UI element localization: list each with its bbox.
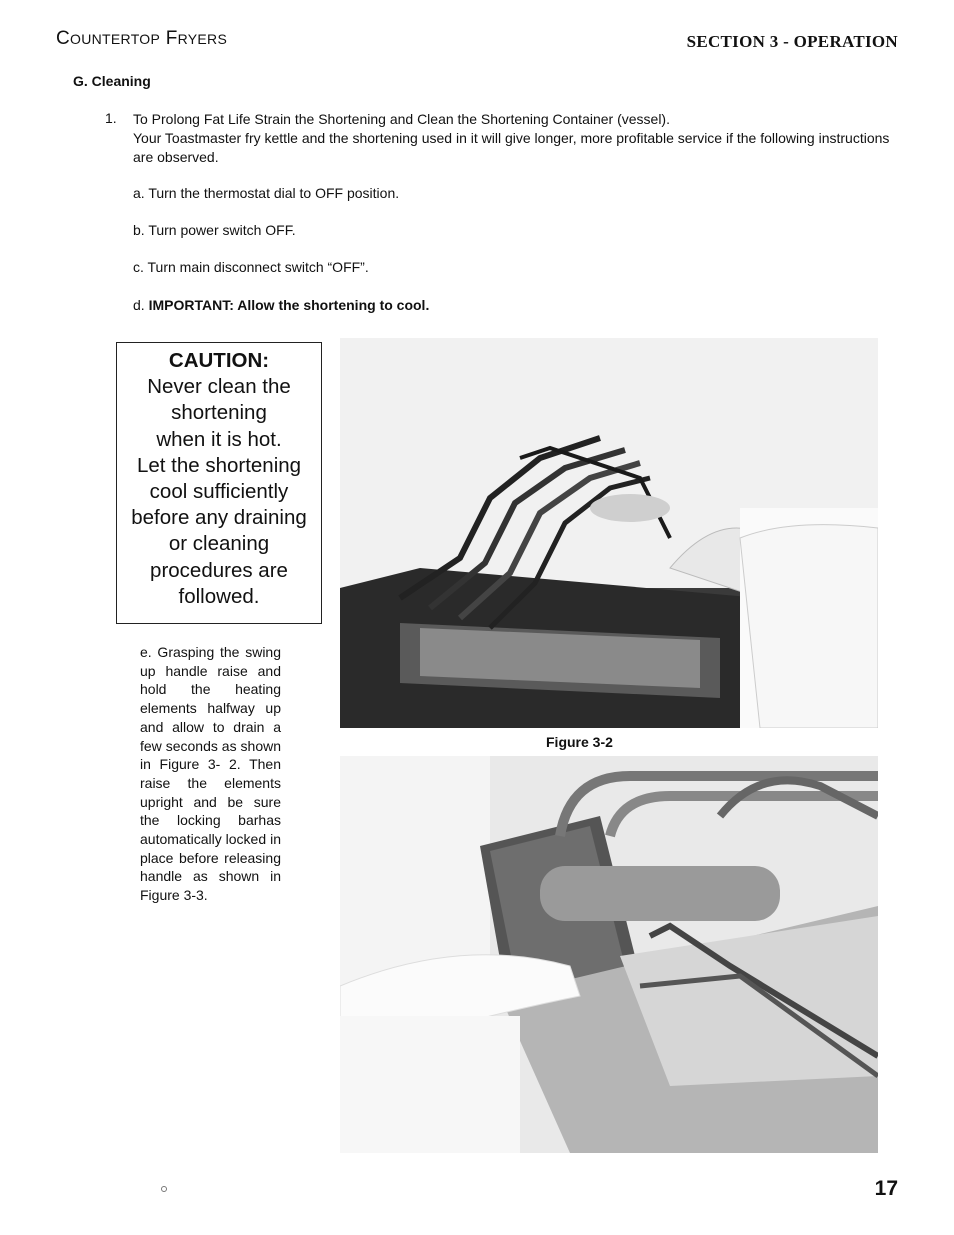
caution-line: before any draining [131, 506, 307, 530]
fryer-lock-illustration [340, 756, 878, 1153]
step-c: c. Turn main disconnect switch “OFF”. [133, 259, 369, 275]
section-heading: G. Cleaning [73, 73, 151, 89]
caution-line: followed. [178, 584, 260, 608]
step-d-prefix: d. [133, 297, 149, 313]
caution-line: shortening [171, 401, 267, 425]
caution-line: cool sufficiently [149, 480, 289, 504]
caution-line: Never clean the [147, 375, 291, 399]
figure-caption: Figure 3-2 [546, 734, 613, 750]
step-a: a. Turn the thermostat dial to OFF position. [133, 185, 400, 201]
caution-box [116, 342, 322, 624]
list-item-body: Your Toastmaster fry kettle and the shortening used in it will give longer, more profitable service if the following instructions are observed. [133, 130, 890, 165]
caution-title: CAUTION: [168, 349, 270, 372]
step-d-important: IMPORTANT: Allow the shortening to cool. [148, 297, 430, 313]
list-item-text [133, 110, 903, 167]
footer-mark [161, 1186, 167, 1192]
fryer-drain-illustration [340, 338, 878, 728]
step-b: b. Turn power switch OFF. [133, 222, 296, 238]
figure-3-2-photo [340, 338, 878, 728]
page-number: 17 [874, 1177, 898, 1200]
caution-line: procedures are [150, 558, 288, 582]
figure-3-3-photo [340, 756, 878, 1153]
step-e-paragraph: e. Grasping the swing up handle raise and hold the heating elements halfway up and allow to drain a few seconds as shown in Figure 3- 2. Then raise the elements upright and be sure the locking barhas automatically locked in place before releasing handle as shown in Figure 3-3. [140, 644, 281, 904]
list-item-heading: To Prolong Fat Life Strain the Shortening and Clean the Shortening Container (vessel). [133, 111, 670, 127]
section-header: SECTION 3 - OPERATION [686, 32, 898, 51]
caution-line: or cleaning [168, 532, 270, 556]
caution-line: when it is hot. [156, 427, 282, 451]
list-item-number: 1. [105, 110, 117, 126]
running-header-title: COUNTERTOP FRYERS [56, 28, 228, 49]
step-d [133, 297, 429, 313]
caution-line: Let the shortening [136, 453, 302, 477]
